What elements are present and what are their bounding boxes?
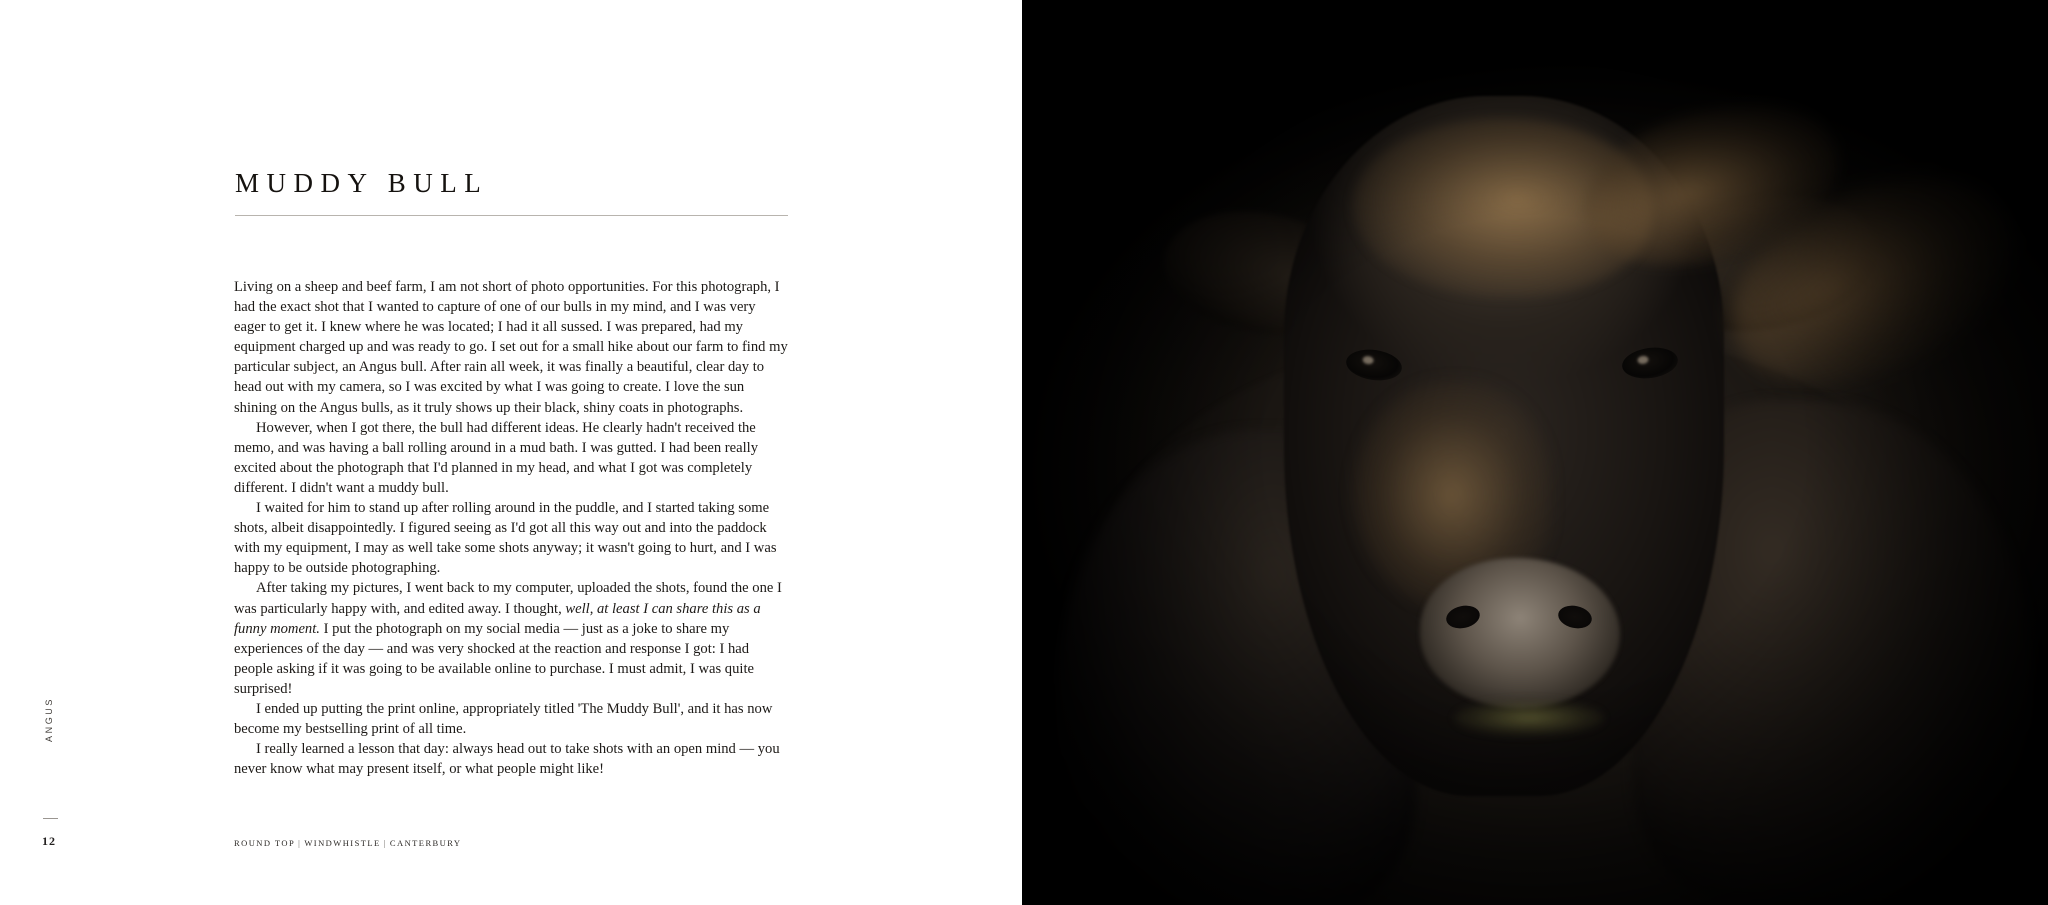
paragraph-2: However, when I got there, the bull had different ideas. He clearly hadn't received the memo, and was having a ball rolling around in a mud bath. I was gutted. I had been really excited about the photograph that I'd planned in my head, and what I got was completely different. I didn't want a muddy bull. <box>234 419 759 496</box>
footer-location-line <box>234 838 462 848</box>
title-divider <box>235 215 788 216</box>
footer-property: WINDWHISTLE <box>304 838 381 848</box>
paragraph-4-italic: well, at least I can share this as a funny moment. <box>234 600 761 637</box>
side-label-rule <box>43 818 58 819</box>
bull-mouth-grass <box>1454 700 1604 736</box>
left-page <box>0 0 1022 905</box>
bull-illustration <box>1022 0 2048 905</box>
footer-region: CANTERBURY <box>389 838 462 848</box>
bull-photograph <box>1022 0 2048 905</box>
body-text <box>234 277 790 779</box>
footer-separator-2: | <box>383 838 387 848</box>
page-title: MUDDY BULL <box>235 168 489 198</box>
paragraph-4-after: I put the photograph on my social media — just as a joke to share my experiences of the day — and was very shocked at the reaction and response I got: I had people asking if it was going to be available online to purchase. I must admit, I was quite surprised! <box>234 620 754 697</box>
footer-separator-1: | <box>298 838 302 848</box>
paragraph-1: Living on a sheep and beef farm, I am not short of photo opportunities. For this photograph, I had the exact shot that I wanted to capture of one of our bulls in my mind, and I was very eager to get it. I knew where he was located; I had it all sussed. I was prepared, had my equipment charged up and was ready to go. I set out for a small hike about our farm to find my particular subject, an Angus bull. After rain all week, it was finally a beautiful, clear day to head out with my camera, so I was excited by what I was going to create. I love the sun shining on the Angus bulls, as it truly shows up their black, shiny coats in photographs. <box>234 279 788 416</box>
footer-location: ROUND TOP <box>234 838 296 848</box>
paragraph-5: I ended up putting the print online, appropriately titled 'The Muddy Bull', and it has now become my bestselling print of all time. <box>234 700 773 738</box>
paragraph-4 <box>234 578 790 699</box>
paragraph-4-before: After taking my pictures, I went back to my computer, uploaded the shots, found the one I was particularly happy with, and edited away. I thought, <box>234 580 782 617</box>
page-number: 12 <box>42 834 56 848</box>
right-page-photo <box>1022 0 2048 905</box>
bull-muzzle <box>1420 558 1620 708</box>
paragraph-3: I waited for him to stand up after rolling around in the puddle, and I started taking some shots, albeit disappointedly. I figured seeing as I'd got all this way out and into the paddock with my equipment, I may as well take some shots anyway; it wasn't going to hurt, and I was happy to be outside photographing. <box>234 500 777 577</box>
section-side-label: ANGUS <box>44 696 54 742</box>
paragraph-6: I really learned a lesson that day: always head out to take shots with an open mind — you never know what may present itself, or what people might like! <box>234 741 780 778</box>
